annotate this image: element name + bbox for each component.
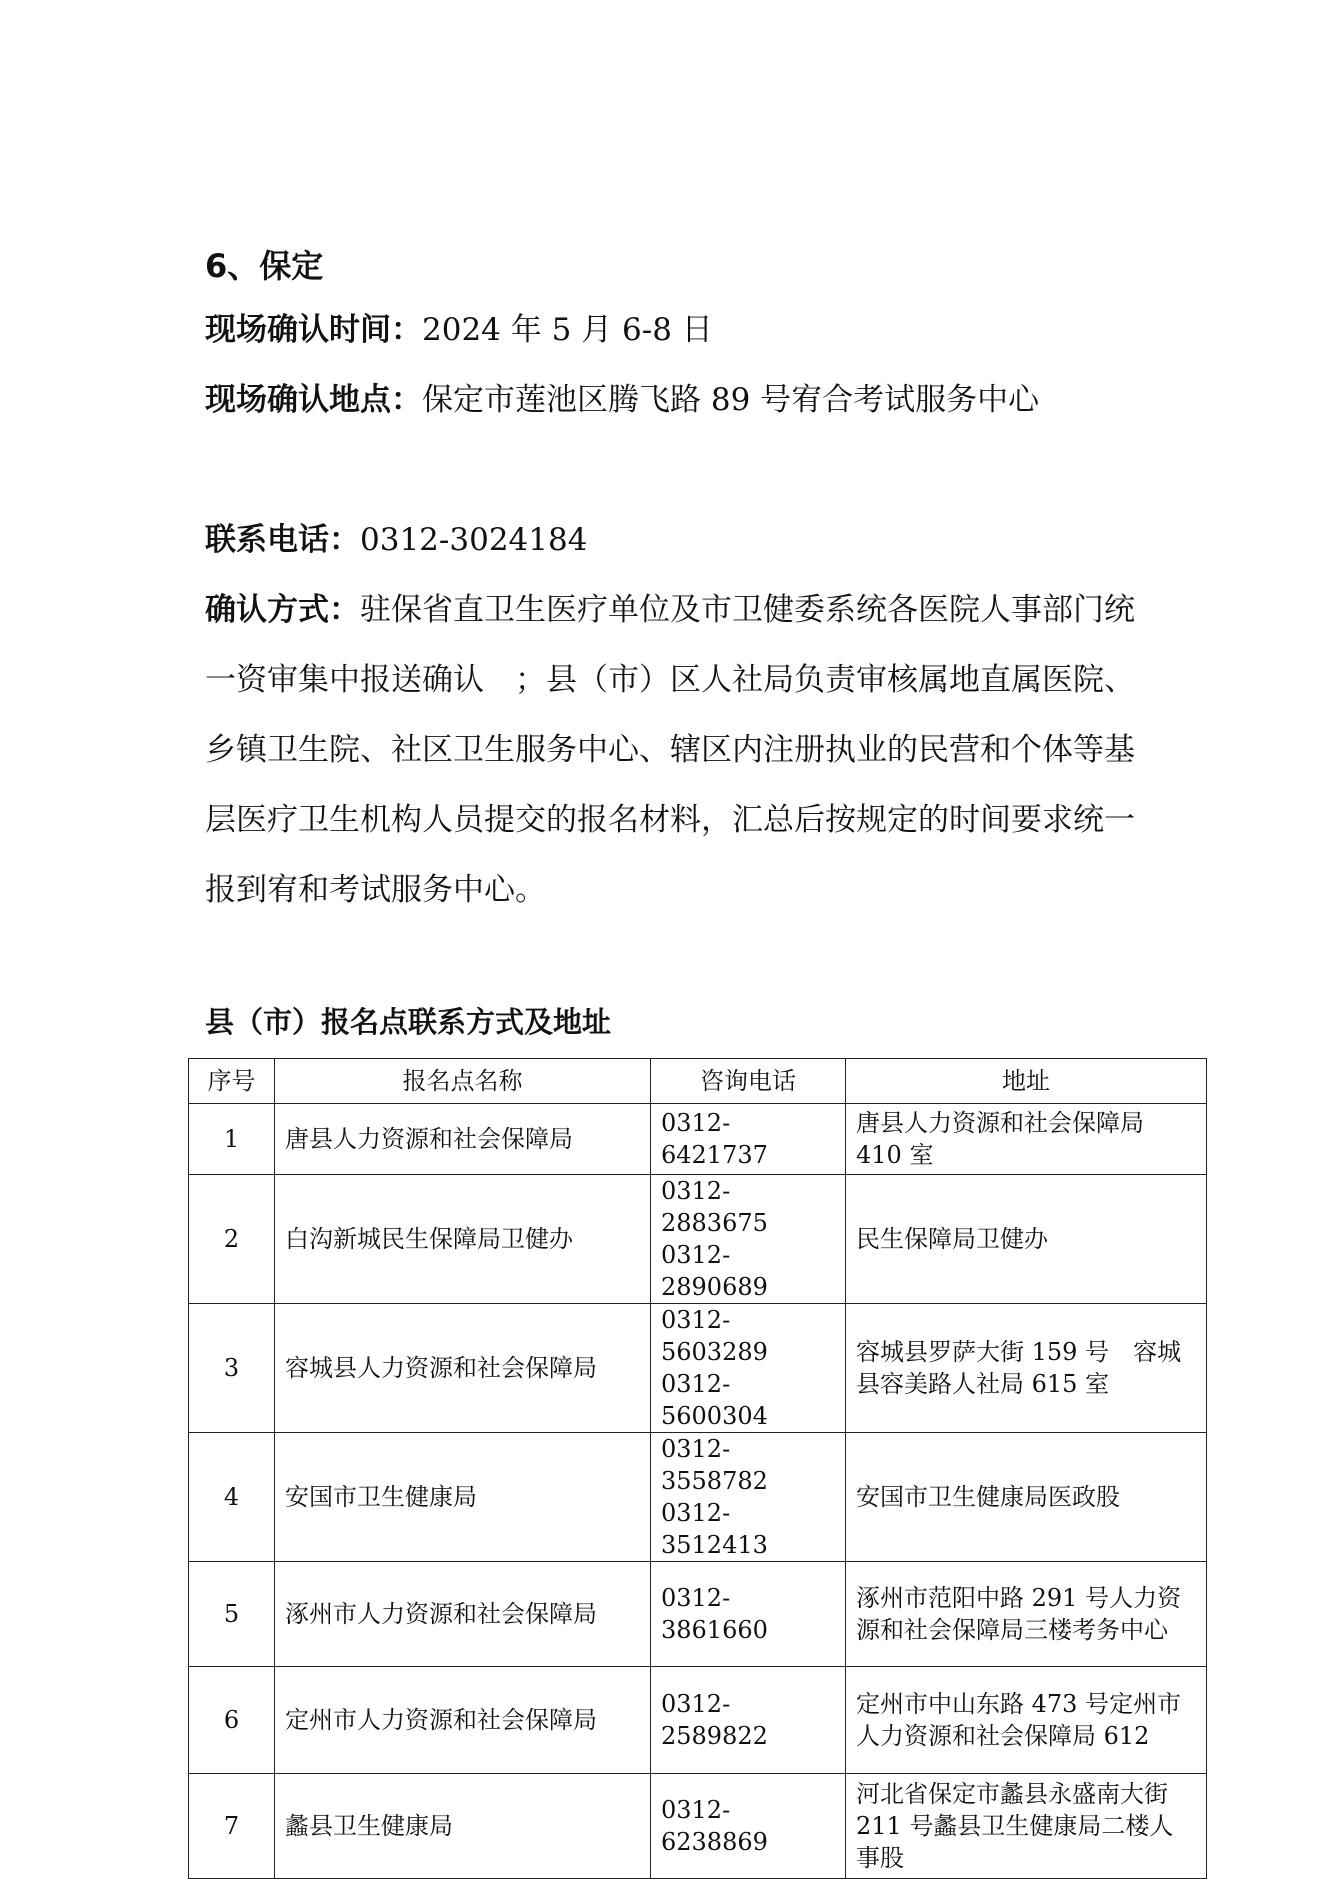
header-site-name: 报名点名称 xyxy=(275,1059,651,1104)
cell-no: 3 xyxy=(189,1304,275,1433)
table-row xyxy=(189,1175,1207,1304)
cell-phone xyxy=(651,1304,846,1433)
table-row xyxy=(189,1433,1207,1562)
cell-phone xyxy=(651,1104,846,1175)
cell-address: 涿州市范阳中路 291 号人力资源和社会保障局三楼考务中心 xyxy=(846,1562,1207,1667)
phone-number: 0312-6421737 xyxy=(661,1109,768,1169)
cell-site-name: 定州市人力资源和社会保障局 xyxy=(275,1667,651,1774)
header-phone: 咨询电话 xyxy=(651,1059,846,1104)
cell-no: 2 xyxy=(189,1175,275,1304)
cell-address: 民生保障局卫健办 xyxy=(846,1175,1207,1304)
cell-address: 安国市卫生健康局医政股 xyxy=(846,1433,1207,1562)
phone-number-secondary: 0312-5600304 xyxy=(661,1370,768,1430)
contact-phone-value: 0312-3024184 xyxy=(360,522,588,558)
cell-site-name: 蠡县卫生健康局 xyxy=(275,1774,651,1879)
cell-phone xyxy=(651,1774,846,1879)
table-header-row xyxy=(189,1059,1207,1104)
cell-phone xyxy=(651,1667,846,1774)
confirm-time-paragraph xyxy=(205,295,1135,365)
cell-no: 5 xyxy=(189,1562,275,1667)
cell-phone xyxy=(651,1175,846,1304)
table-row xyxy=(189,1304,1207,1433)
confirm-place-label: 现场确认地点： xyxy=(205,382,422,418)
contact-phone-paragraph xyxy=(205,505,1135,575)
cell-phone xyxy=(651,1562,846,1667)
table-row xyxy=(189,1667,1207,1774)
phone-number-secondary: 0312-2890689 xyxy=(661,1241,768,1301)
cell-address: 河北省保定市蠡县永盛南大街 211 号蠡县卫生健康局二楼人事股 xyxy=(846,1774,1207,1879)
cell-no: 4 xyxy=(189,1433,275,1562)
table-row xyxy=(189,1104,1207,1175)
confirm-time-label: 现场确认时间： xyxy=(205,312,422,348)
phone-number: 0312-3861660 xyxy=(661,1584,768,1644)
header-address: 地址 xyxy=(846,1059,1207,1104)
confirm-place-paragraph xyxy=(205,365,1135,435)
cell-no: 1 xyxy=(189,1104,275,1175)
cell-site-name: 涿州市人力资源和社会保障局 xyxy=(275,1562,651,1667)
cell-no: 6 xyxy=(189,1667,275,1774)
cell-site-name: 容城县人力资源和社会保障局 xyxy=(275,1304,651,1433)
table-row xyxy=(189,1562,1207,1667)
confirm-time-value: 2024 年 5 月 6-8 日 xyxy=(422,312,713,348)
phone-number: 0312-2883675 xyxy=(661,1177,768,1237)
cell-phone xyxy=(651,1433,846,1562)
header-no: 序号 xyxy=(189,1059,275,1104)
cell-address: 定州市中山东路 473 号定州市人力资源和社会保障局 612 xyxy=(846,1667,1207,1774)
confirm-method-label: 确认方式： xyxy=(205,592,360,628)
phone-number: 0312-2589822 xyxy=(661,1690,768,1750)
cell-address: 容城县罗萨大街 159 号 容城县容美路人社局 615 室 xyxy=(846,1304,1207,1433)
confirm-method-value: 驻保省直卫生医疗单位及市卫健委系统各医院人事部门统一资审集中报送确认 ；县（市）区人社局负责审核属地直属医院、乡镇卫生院、社区卫生服务中心、辖区内注册执业的民营和个体等基层医疗卫生机构人员提交的报名材料，汇总后按规定的时间要求统一报到宥和考试服务中心。 xyxy=(205,592,1135,908)
phone-number: 0312-3558782 xyxy=(661,1435,768,1495)
phone-number-secondary: 0312-3512413 xyxy=(661,1499,768,1559)
contact-phone-label: 联系电话： xyxy=(205,522,360,558)
phone-number: 0312-6238869 xyxy=(661,1796,768,1856)
table-row xyxy=(189,1774,1207,1879)
cell-site-name: 白沟新城民生保障局卫健办 xyxy=(275,1175,651,1304)
registration-sites-table xyxy=(188,1058,1207,1879)
cell-no: 7 xyxy=(189,1774,275,1879)
confirm-method-paragraph xyxy=(205,575,1135,925)
cell-site-name: 唐县人力资源和社会保障局 xyxy=(275,1104,651,1175)
section-heading: 6、保定 xyxy=(205,247,324,285)
cell-address: 唐县人力资源和社会保障局 410 室 xyxy=(846,1104,1207,1175)
confirm-place-value: 保定市莲池区腾飞路 89 号宥合考试服务中心 xyxy=(422,382,1040,418)
phone-number: 0312-5603289 xyxy=(661,1306,768,1366)
cell-site-name: 安国市卫生健康局 xyxy=(275,1433,651,1562)
table-title: 县（市）报名点联系方式及地址 xyxy=(205,1005,612,1039)
